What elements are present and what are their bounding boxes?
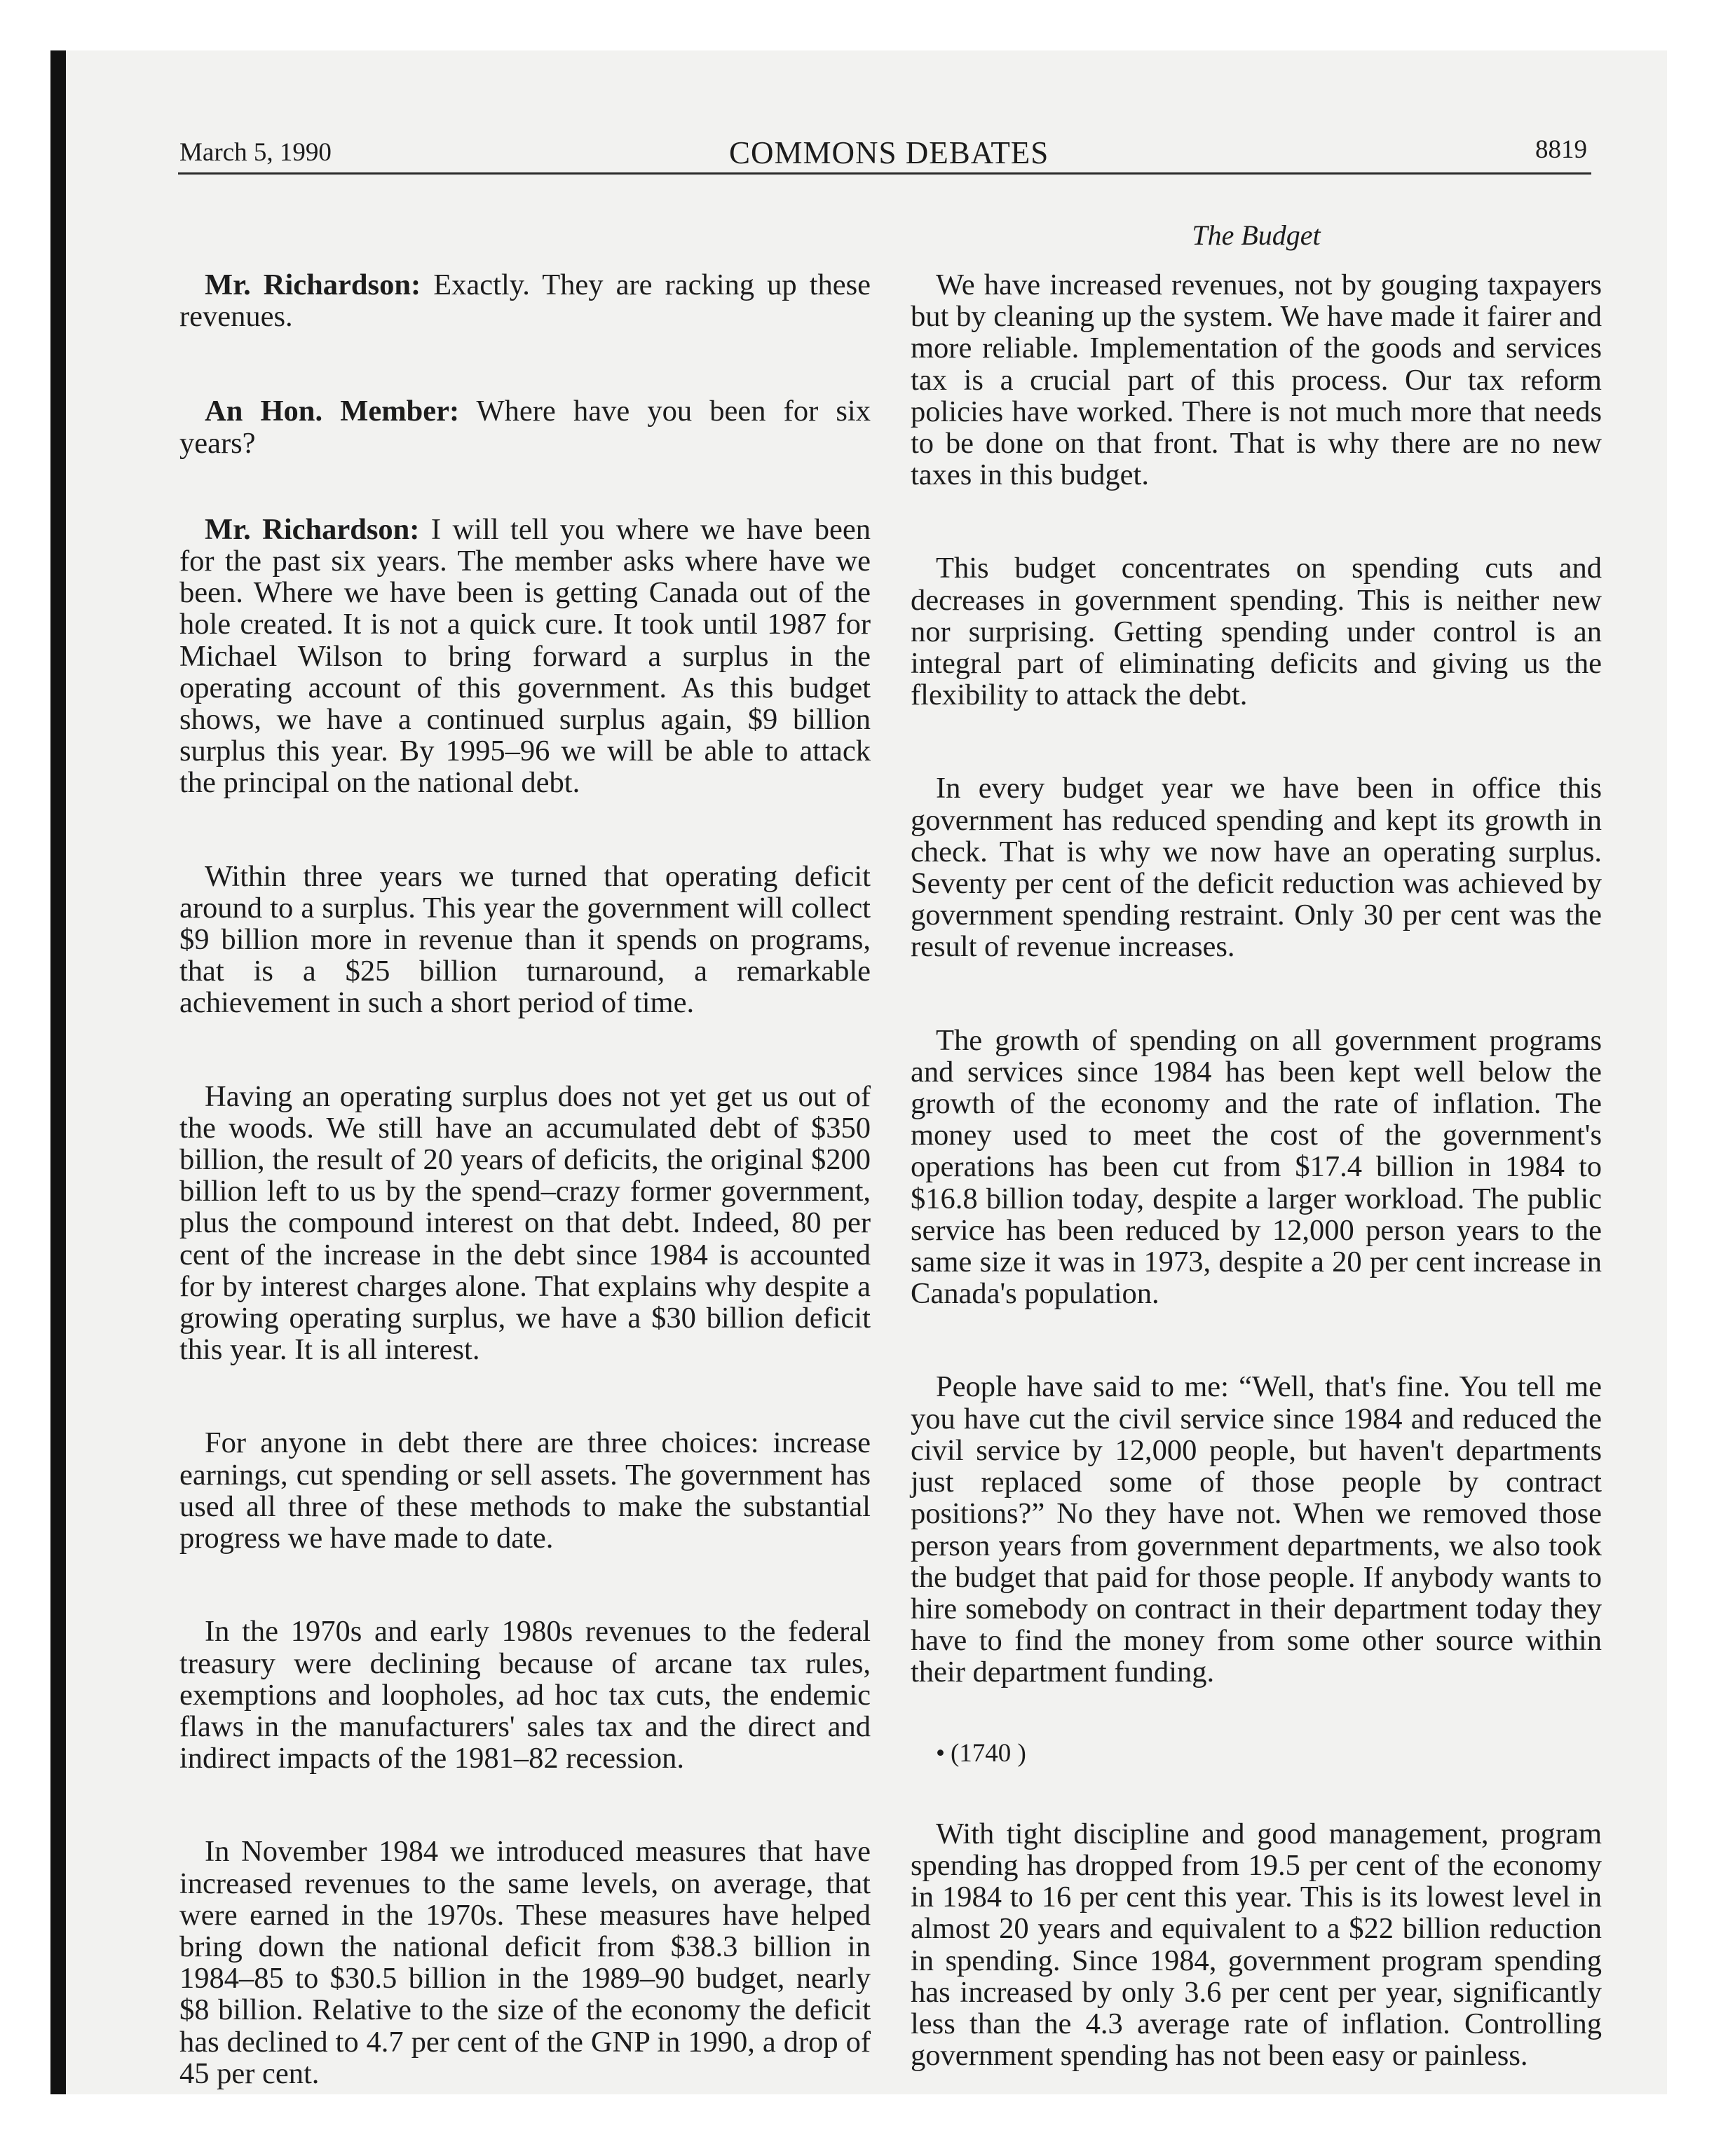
paragraph [179, 395, 871, 458]
left-column [179, 269, 871, 2121]
header-title: COMMONS DEBATES [729, 135, 1049, 170]
section-title: The Budget [1192, 219, 1321, 251]
paragraph: Having an operating surplus does not yet get us out of the woods. We still have an accumulated debt of $350 billion, the result of 20 years of deficits, the original $200 billion left to us by the spend–crazy former government, plus the compound interest on that debt. Indeed, 80 per cent of the increase in the debt since 1984 is accounted for by interest charges alone. That explains why despite a growing operating surplus, we have a $30 billion deficit this year. It is all interest. [179, 1079, 871, 1367]
time-mark [911, 1738, 1602, 1769]
paragraph: In the 1970s and early 1980s revenues to the federal treasury were declining because of arcane tax rules, exemptions and loopholes, ad hoc tax cuts, the endemic flaws in the manufacturers' sales tax and the direct and indirect impacts of the 1981–82 recession. [179, 1615, 871, 1775]
scan-edge [50, 50, 66, 2094]
paragraph: Within three years we turned that operating deficit around to a surplus. This year the government will collect $9 billion more in revenue than it spends on programs, that is a $25 billion turnaround, a remarkable achievement in such a short period of time. [179, 859, 871, 1020]
running-head [112, 77, 1591, 126]
speaker-name: Mr. Richardson: [205, 268, 421, 301]
speaker-name: Mr. Richardson: [205, 512, 420, 546]
paragraph: In November 1984 we introduced measures that have increased revenues to the same levels, on average, that were earned in the 1970s. These measures have helped bring down the national deficit from $38.3 billion in 1984–85 to $30.5 billion in the 1989–90 budget, nearly $8 billion. Relative to the size of the economy the deficit has declined to 4.7 per cent of the GNP in 1990, a drop of 45 per cent. [179, 1835, 871, 2090]
paragraph: This budget concentrates on spending cuts and decreases in government spending. This is neither new nor surprising. Getting spending under control is an integral part of eliminating deficits and giving us the flexibility to attack the debt. [911, 552, 1602, 712]
speech-text: Exactly. They are racking up these revenues. [179, 268, 871, 334]
bullet-icon: • [936, 1738, 945, 1768]
paragraph: In every budget year we have been in office this government has reduced spending and kept its growth in check. That is why we now have an operating surplus. Seventy per cent of the deficit reduction was achieved by government spending restraint. Only 30 per cent was the result of revenue increases. [911, 772, 1602, 964]
speaker-name: An Hon. Member: [205, 395, 460, 428]
time-mark-text: (1740 ) [950, 1738, 1026, 1768]
header-rule [178, 172, 1591, 175]
paragraph: People have said to me: “Well, that's fine. You tell me you have cut the civil service since 1984 and reduced the civil service by 12,000 people, but haven't departments just replaced some of those people by contract positions?” No they have not. When we removed those person years from government departments, we also took the budget that paid for those people. If anybody wants to hire somebody on contract in their department today they have to find the money from some other source within their department funding. [911, 1370, 1602, 1689]
speech-text: I will tell you where we have been for the past six years. The member asks where have we been. Where we have been is getting Canada out of the hole created. It is not a quick cure. It took until 1987 for Michael Wilson to bring forward a surplus in the operating account of this government. As this budget shows, we have a continued surplus again, $9 billion surplus this year. By 1995–96 we will be able to attack the principal on the national debt. [179, 512, 871, 800]
paragraph [179, 514, 871, 799]
speech-text: Where have you been for six years? [179, 395, 871, 460]
right-column [911, 269, 1602, 2103]
paragraph: For anyone in debt there are three choices: increase earnings, cut spending or sell assets. The government has used all three of these methods to make the substantial progress we have made to date. [179, 1426, 871, 1555]
paragraph: The growth of spending on all government programs and services since 1984 has been kept well below the growth of the economy and the rate of inflation. The money used to meet the cost of the government's operations has been cut from $17.4 billion in 1984 to $16.8 billion today, despite a larger workload. The public service has been reduced by 12,000 person years to the same size it was in 1973, despite a 20 per cent increase in Canada's population. [911, 1023, 1602, 1311]
header-date: March 5, 1990 [179, 138, 332, 167]
paragraph: With tight discipline and good management, program spending has dropped from 19.5 per cent of the economy in 1984 to 16 per cent this year. This is its lowest level in almost 20 years and equivalent to a $22 billion reduction in spending. Since 1984, government program spending has increased by only 3.6 per cent per year, significantly less than the 4.3 average rate of inflation. Controlling government spending has not been easy or painless. [911, 1817, 1602, 2073]
paragraph: We have increased revenues, not by gouging taxpayers but by cleaning up the system. We have made it fairer and more reliable. Implementation of the goods and services tax is a crucial part of this process. Our tax reform policies have worked. There is not much more that needs to be done on that front. That is why there are no new taxes in this budget. [911, 268, 1602, 492]
header-page-number: 8819 [1535, 135, 1587, 164]
paragraph [179, 269, 871, 332]
